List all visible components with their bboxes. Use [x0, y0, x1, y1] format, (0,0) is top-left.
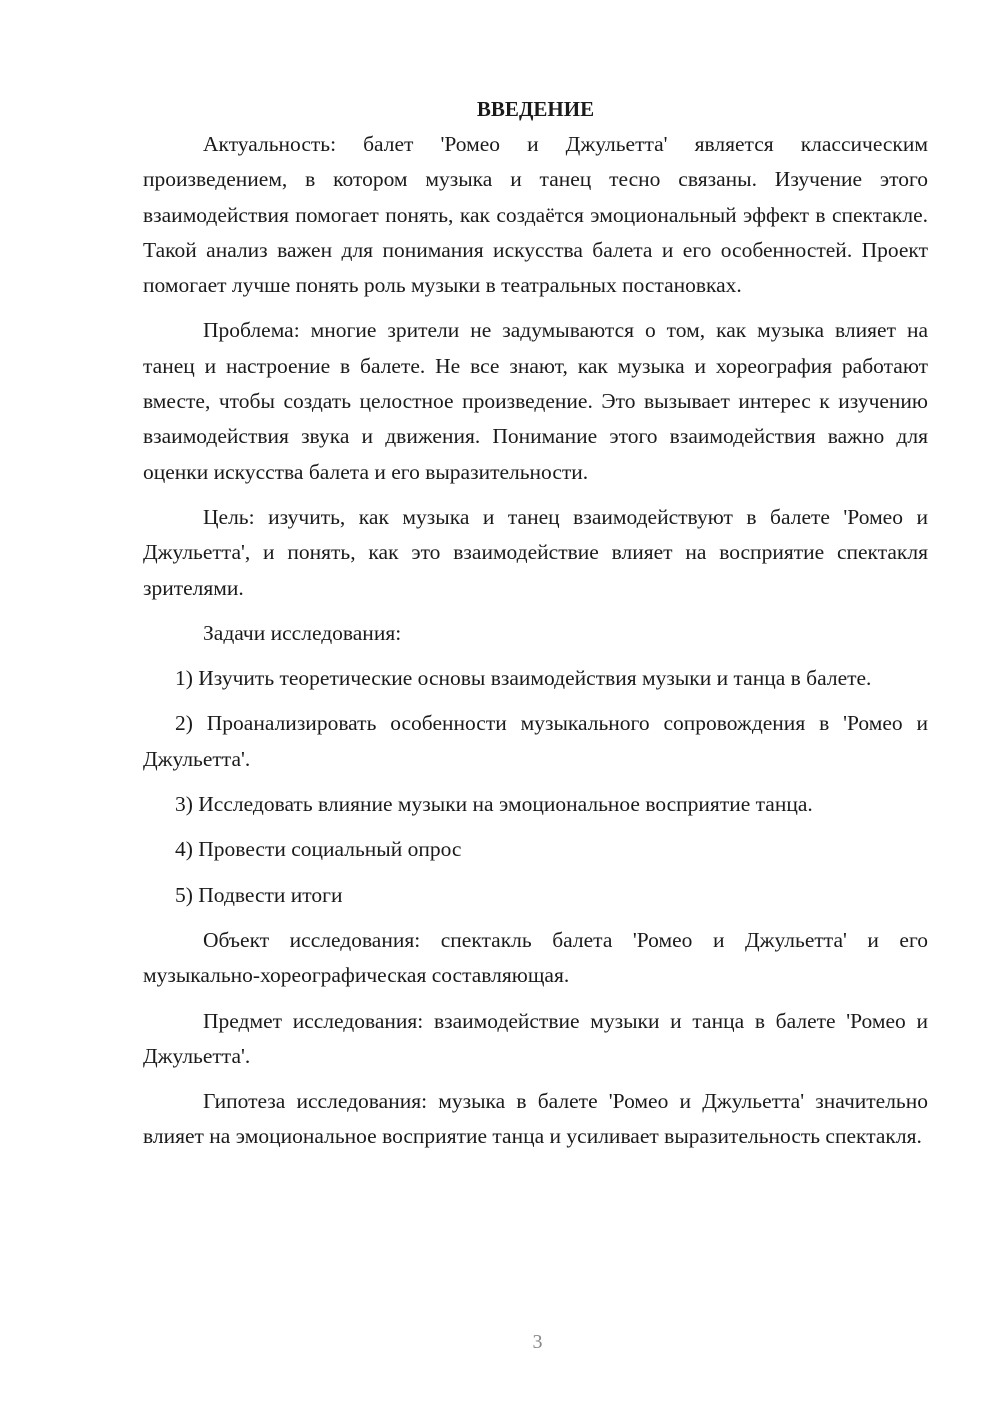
tasks-heading: Задачи исследования: [203, 620, 402, 645]
document-page [143, 92, 928, 1165]
problem-paragraph: Проблема: многие зрители не задумываются о том, как музыка влияет на танец и настроение в балете. Не все знают, как музыка и хореография работают вместе, чтобы создать целостное произведение. Это вызывает интерес к изучению взаимодействия звука и движения. Понимание этого взаимодействия важно для оценки искусства балета и его выразительности. [143, 318, 928, 484]
object-paragraph: Объект исследования: спектакль балета 'Ромео и Джульетта' и его музыкально-хореографическая составляющая. [143, 927, 928, 988]
task-item-2: 2) Проанализировать особенности музыкального сопровождения в 'Ромео и Джульетта'. [143, 711, 928, 771]
relevance-paragraph: Актуальность: балет 'Ромео и Джульетта' является классическим произведением, в котором музыка и танец тесно связаны. Изучение этого взаимодействия помогает понять, как создаётся эмоциональный эффект в спектакле. Такой анализ важен для понимания искусства балета и его особенностей. Проект помогает лучше понять роль музыки в театральных постановках. [143, 132, 928, 298]
task-item-4: 4) Провести социальный опрос [175, 837, 462, 862]
task-item-3: 3) Исследовать влияние музыки на эмоциональное восприятие танца. [175, 792, 813, 817]
task-item-5: 5) Подвести итоги [175, 882, 343, 907]
page-number: 3 [532, 1331, 543, 1353]
hypothesis-paragraph: Гипотеза исследования: музыка в балете 'Ромео и Джульетта' значительно влияет на эмоциональное восприятие танца и усиливает выразительность спектакля. [143, 1089, 928, 1149]
task-item-1: 1) Изучить теоретические основы взаимодействия музыки и танца в балете. [175, 666, 872, 691]
goal-paragraph: Цель: изучить, как музыка и танец взаимодействуют в балете 'Ромео и Джульетта', и понять, как это взаимодействие влияет на восприятие спектакля зрителями. [143, 504, 928, 600]
page-title: ВВЕДЕНИЕ [476, 97, 595, 121]
subject-paragraph: Предмет исследования: взаимодействие музыки и танца в балете 'Ромео и Джульетта'. [143, 1008, 928, 1068]
